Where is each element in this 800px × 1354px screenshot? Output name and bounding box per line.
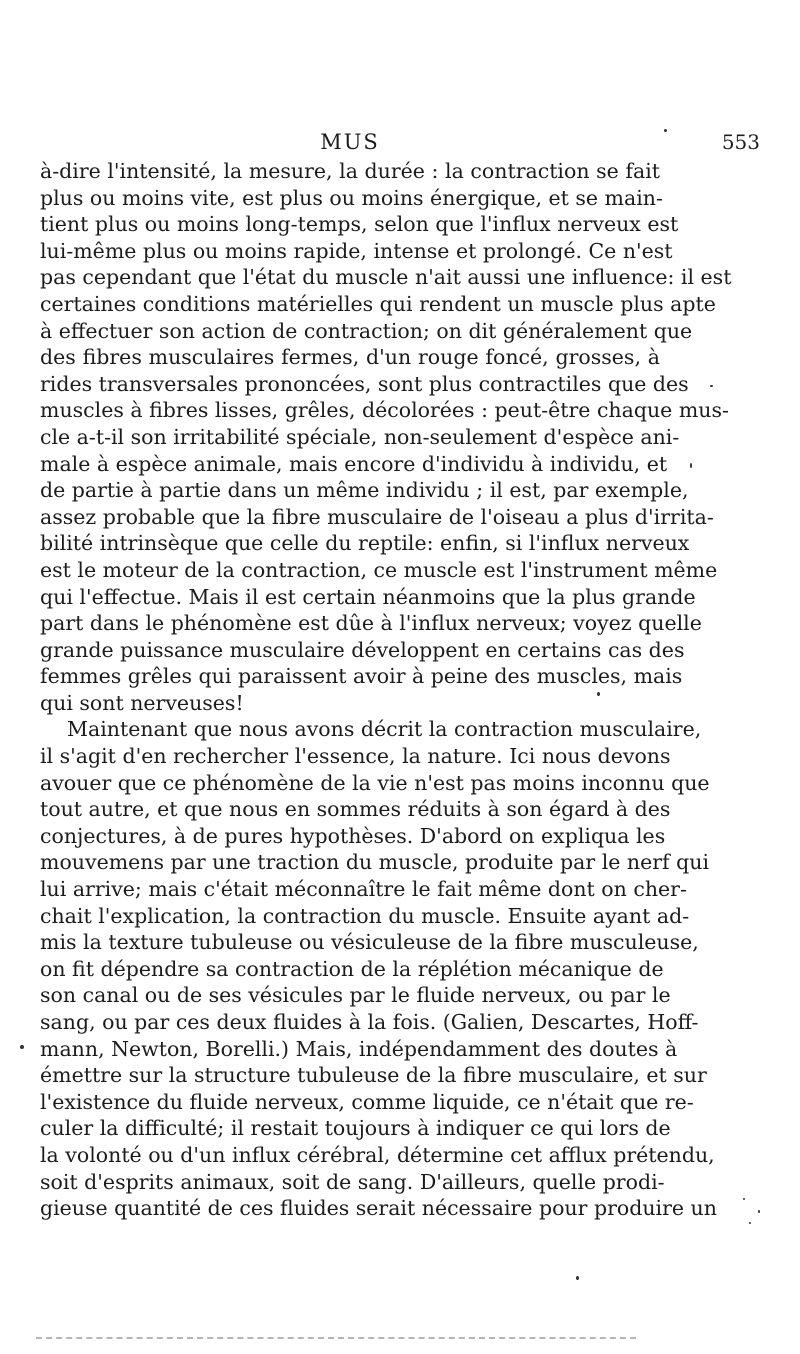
text-line: avouer que ce phénomène de la vie n'est pas moins inconnu que — [40, 770, 710, 795]
text-line: assez probable que la fibre musculaire de l'oiseau a plus d'irrita- — [40, 504, 714, 529]
scan-speck — [664, 129, 667, 132]
text-line: plus ou moins vite, est plus ou moins énergique, et se main- — [40, 185, 663, 210]
text-line: muscles à fibres lisses, grêles, décolorées : peut-être chaque mus- — [40, 398, 729, 423]
text-line: lui-même plus ou moins rapide, intense et prolongé. Ce n'est — [40, 238, 673, 263]
text-line: soit d'esprits animaux, soit de sang. D'ailleurs, quelle prodi- — [40, 1169, 665, 1194]
text-line: grande puissance musculaire développent en certains cas des — [40, 637, 685, 662]
text-line: cle a-t-il son irritabilité spéciale, non-seulement d'espèce ani- — [40, 424, 680, 449]
text-line: émettre sur la structure tubuleuse de la fibre musculaire, et sur — [40, 1063, 707, 1088]
text-line: sang, ou par ces deux fluides à la fois. (Galien, Descartes, Hoff- — [40, 1010, 699, 1034]
scan-speck — [597, 692, 600, 696]
text-line: Maintenant que nous avons décrit la contraction musculaire, — [67, 717, 702, 742]
scan-speck — [749, 1222, 751, 1224]
text-line: gieuse quantité de ces fluides serait nécessaire pour produire un — [40, 1196, 717, 1221]
text-line: on fit dépendre sa contraction de la réplétion mécanique de — [40, 956, 664, 981]
page-number: 553 — [721, 130, 760, 154]
text-line: chait l'explication, la contraction du muscle. Ensuite ayant ad- — [40, 903, 690, 928]
body-text — [40, 158, 732, 1222]
text-line: est le moteur de la contraction, ce muscle est l'instrument même — [40, 557, 718, 582]
running-title: MUS — [320, 130, 380, 154]
text-line: de partie à partie dans un même individu ; il est, par exemple, — [40, 478, 689, 503]
text-line: la volonté ou d'un influx cérébral, détermine cet afflux prétendu, — [40, 1142, 715, 1167]
text-line: tient plus ou moins long-temps, selon que l'influx nerveux est — [40, 212, 679, 237]
text-line: pas cependant que l'état du muscle n'ait aussi une influence: il est — [40, 265, 732, 290]
text-line: culer la difficulté; il restait toujours à indiquer ce qui lors de — [40, 1116, 671, 1141]
text-line: certaines conditions matérielles qui rendent un muscle plus apte — [40, 291, 716, 316]
text-line: qui sont nerveuses! — [40, 690, 244, 715]
text-line: l'existence du fluide nerveux, comme liquide, ce n'était que re- — [40, 1089, 694, 1114]
text-line: lui arrive; mais c'était méconnaître le fait même dont on cher- — [40, 877, 687, 902]
text-line: rides transversales prononcées, sont plus contractiles que des — [40, 371, 689, 396]
running-head — [40, 126, 760, 158]
text-line: bilité intrinsèque que celle du reptile: enfin, si l'influx nerveux — [40, 531, 690, 556]
scan-speck — [758, 1210, 760, 1213]
text-line: mouvemens par une traction du muscle, produite par le nerf qui — [40, 850, 710, 875]
scan-speck — [690, 463, 692, 468]
paragraph-contraction-theories — [40, 716, 717, 1221]
scan-speck — [20, 1045, 24, 1049]
text-line: à effectuer son action de contraction; on dit généralement que — [40, 318, 693, 343]
text-line: male à espèce animale, mais encore d'individu à individu, et — [40, 451, 668, 476]
text-line: des fibres musculaires fermes, d'un rouge foncé, grosses, à — [40, 345, 660, 370]
text-line: il s'agit d'en rechercher l'essence, la nature. Ici nous devons — [40, 744, 671, 769]
text-line: tout autre, et que nous en sommes réduits à son égard à des — [40, 797, 671, 822]
text-line: conjectures, à de pures hypothèses. D'abord on expliqua les — [40, 823, 666, 848]
page-bottom-edge — [36, 1337, 636, 1341]
scan-speck — [710, 385, 713, 387]
text-line: mann, Newton, Borelli.) Mais, indépendamment des doutes à — [40, 1036, 678, 1061]
text-line: mis la texture tubuleuse ou vésiculeuse de la fibre musculeuse, — [40, 930, 699, 955]
text-line: part dans le phénomène est dûe à l'influx nerveux; voyez quelle — [40, 611, 702, 636]
text-line: femmes grêles qui paraissent avoir à peine des muscles, mais — [40, 664, 683, 689]
text-line: son canal ou de ses vésicules par le fluide nerveux, ou par le — [40, 983, 671, 1008]
text-line: qui l'effectue. Mais il est certain néanmoins que la plus grande — [40, 584, 696, 609]
scan-speck — [743, 1198, 745, 1200]
paragraph-contraction-intensity — [40, 158, 732, 716]
text-line: à-dire l'intensité, la mesure, la durée : la contraction se fait — [40, 159, 660, 183]
scan-speck — [576, 1276, 579, 1280]
